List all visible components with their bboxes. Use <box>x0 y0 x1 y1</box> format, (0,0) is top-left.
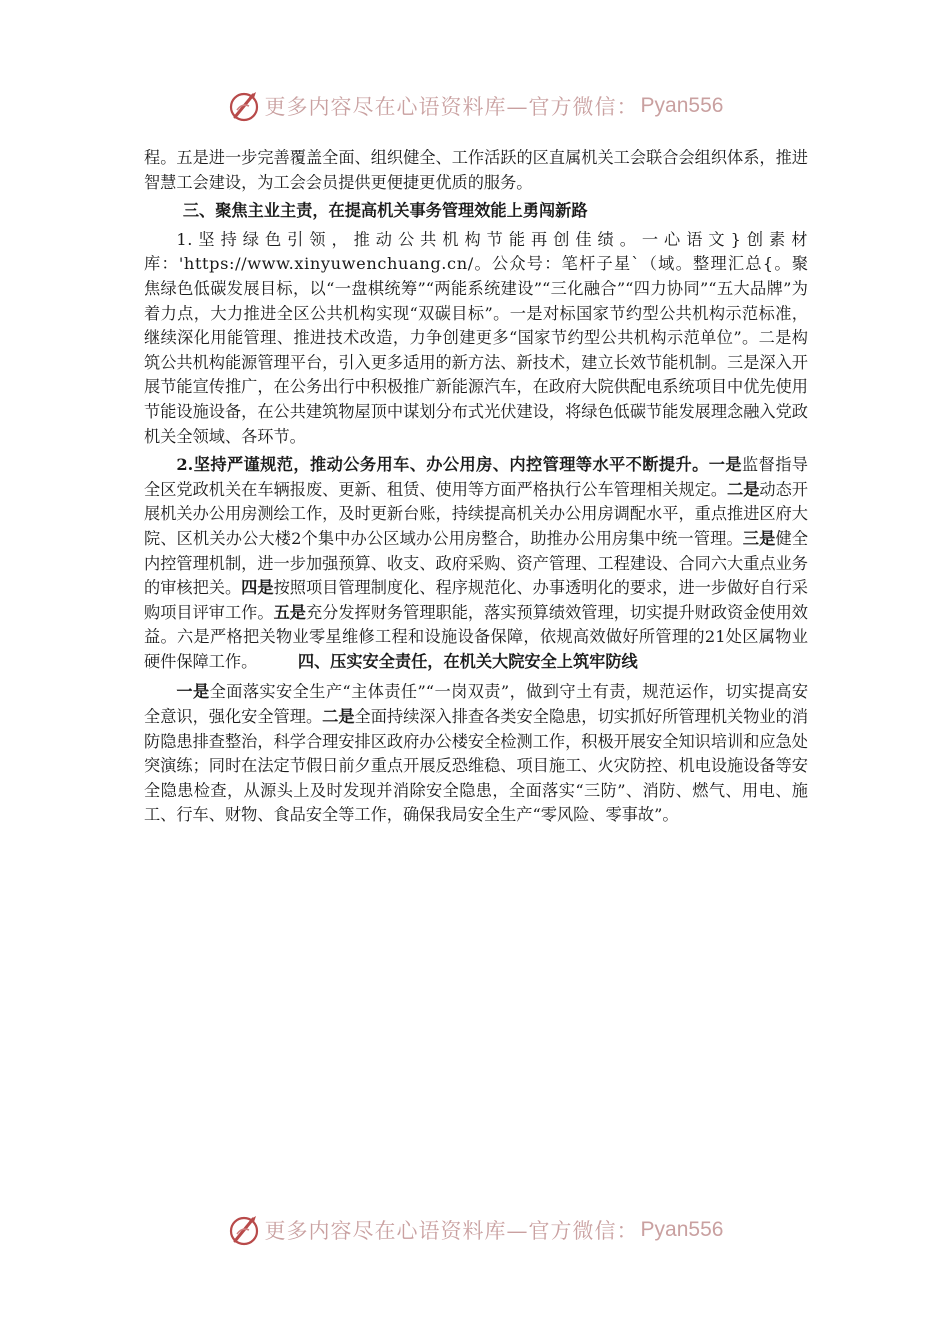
item-4-key-1: 一是 <box>176 682 210 702</box>
item-4-text-2: 全面持续深入排查各类安全隐患，切实抓好所管理机关物业的消防隐患排查整治，科学合理安排区政府办公楼安全检测工作，积极开展安全知识培训和应急处突演练；同时在法定节假日前夕重点开展反恐维稳、项目施工、火灾防控、机电设施设备等安全隐患检查，从源头上及时发现并消除安全隐患，全面落实“三防”、消防、燃气、用电、施工、行车、财物、食品安全等工作，确保我局安全生产“零风险、零事故”。 <box>144 707 809 825</box>
footer-banner <box>0 1208 950 1252</box>
item-4-key-2: 二是 <box>322 707 355 727</box>
item-4-paragraph <box>144 680 808 828</box>
item-2-key-1: 一是 <box>708 455 742 475</box>
pen-logo-icon <box>227 1213 261 1247</box>
item-4-text-1: 全面落实安全生产“主体责任”“一岗双责”，做到守土有责，规范运作，切实提高安全意识，强化安全管理。 <box>144 682 809 727</box>
item-1-paragraph <box>144 228 808 449</box>
banner-wechat-id: Pyan556 <box>640 1218 724 1241</box>
item-2-text-2: 动态开展机关办公用房测绘工作，及时更新台账，持续提高机关办公用房调配水平，重点推进区府大院、区机关办公大楼2个集中办公区域办公用房整合，助推办公用房集中统一管理。 <box>144 479 808 548</box>
banner-wechat-id: Pyan556 <box>640 94 724 117</box>
paragraph-continuation: 程。五是进一步完善覆盖全面、组织健全、工作活跃的区直属机关工会联合会组织体系，推进智慧工会建设，为工会会员提供更便捷更优质的服务。 <box>144 148 808 192</box>
item-2-key-3: 三是 <box>742 528 776 548</box>
item-2-title: 2.坚持严谨规范，推动公务用车、办公用房、内控管理等水平不断提升。 <box>176 455 709 475</box>
item-2-text-5: 充分发挥财务管理职能，落实预算绩效管理，切实提升财政资金使用效益。六是严格把关物业零星维修工程和设施设备保障，依规高效做好所管理的21处区属物业硬件保障工作。 <box>144 602 808 671</box>
item-1-lead: 1.坚持绿色引领，推动公共机构节能再创佳绩。一心语文}创素材库：'https://www.xinyuwenchuang.cn/。公众号：笔杆子星`（域。整理汇总{。 <box>144 229 808 274</box>
header-banner <box>0 84 950 128</box>
item-2-text-4: 按照项目管理制度化、程序规范化、办事透明化的要求，进一步做好自行采购项目评审工作。 <box>144 578 808 622</box>
item-2-key-5: 五是 <box>273 602 306 622</box>
item-2-key-2: 二是 <box>727 479 760 499</box>
section-heading-3: 三、聚焦主业主责，在提高机关事务管理效能上勇闯新路 <box>182 201 588 221</box>
banner-text: 更多内容尽在心语资料库—官方微信： <box>264 95 639 119</box>
item-2-paragraph <box>144 453 808 674</box>
section-heading-4: 四、压实安全责任，在机关大院安全上筑牢防线 <box>297 651 638 671</box>
item-2-key-4: 四是 <box>241 578 274 598</box>
document-body <box>144 146 808 828</box>
item-2-text-3: 健全内控管理机制，进一步加强预算、收支、政府采购、资产管理、工程建设、合同六大重点业务的审核把关。 <box>144 528 809 598</box>
pen-logo-icon <box>227 89 261 123</box>
item-2-text-1: 监督指导全区党政机关在车辆报废、更新、租赁、使用等方面严格执行公车管理相关规定。 <box>144 455 808 499</box>
item-1-body: 聚焦绿色低碳发展目标，以“一盘棋统筹”“两能系统建设”“三化融合”“四力协同”“五大品牌”为着力点，大力推进全区公共机构实现“双碳目标”。一是对标国家节约型公共机构示范标准，继续深化用能管理、推进技术改造，力争创建更多“国家节约型公共机构示范单位”。二是构筑公共机构能源管理平台，引入更多适用的新方法、新技术，建立长效节能机制。三是深入开展节能宣传推广，在公务出行中积极推广新能源汽车，在政府大院供配电系统项目中优先使用节能设施设备，在公共建筑物屋顶中谋划分布式光伏建设，将绿色低碳节能发展理念融入党政机关全领域、各环节。 <box>144 254 808 446</box>
banner-text: 更多内容尽在心语资料库—官方微信： <box>264 1219 639 1243</box>
